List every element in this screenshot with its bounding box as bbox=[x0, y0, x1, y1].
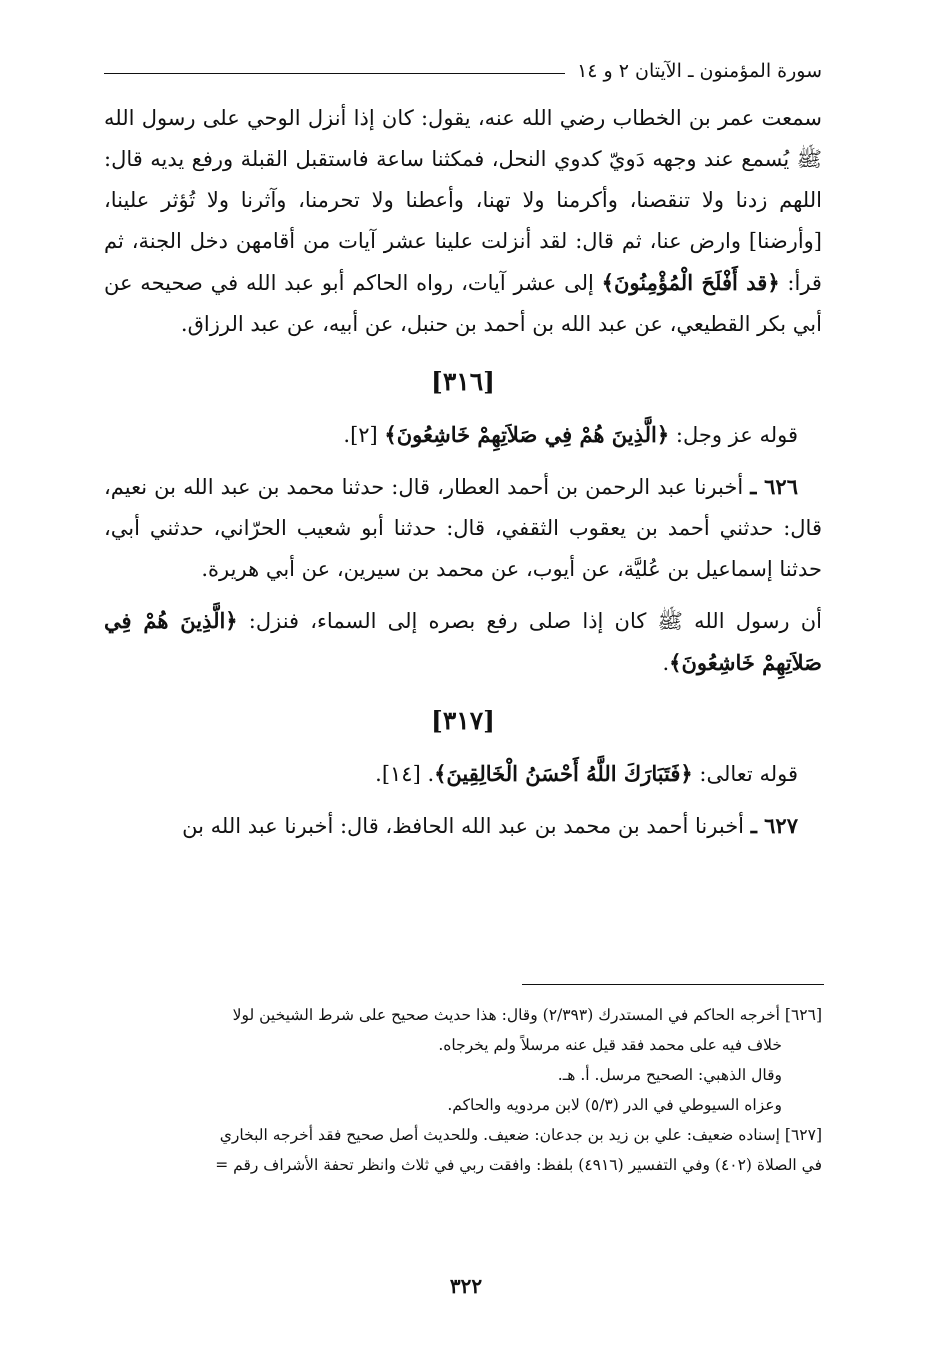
header-rule bbox=[104, 73, 565, 74]
quran-verse: ﴿فَتَبَارَكَ اللَّهُ أَحْسَنُ الْخَالِقِينَ﴾ bbox=[434, 761, 693, 786]
footnote-627-line1: [٦٢٧] إسناده ضعيف: علي بن زيد بن جدعان: ضعيف. وللحديث أصل صحيح فقد أخرجه البخاري bbox=[219, 1126, 822, 1144]
footnote-626-line1: [٦٢٦] أخرجه الحاكم في المستدرك (٢/٣٩٣) وقال: هذا حديث صحيح على شرط الشيخين لولا bbox=[232, 1006, 822, 1024]
intro-paragraph bbox=[104, 98, 822, 345]
page-number: ٣٢٢ bbox=[449, 1274, 483, 1298]
hadith-626-chain bbox=[104, 466, 822, 590]
hadith-number: ٦٢٧ ـ bbox=[750, 813, 798, 838]
verse-line-317 bbox=[104, 753, 822, 795]
footnote-rule bbox=[522, 984, 824, 985]
running-header bbox=[104, 60, 822, 82]
verse-reference: . [١٤]. bbox=[375, 762, 435, 786]
hadith-text: أن رسول الله ﷺ كان إذا صلى رفع بصره إلى السماء، فنزل: bbox=[237, 609, 822, 633]
verse-line-316 bbox=[104, 414, 822, 456]
intro-text: سمعت عمر بن الخطاب رضي الله عنه، يقول: كان إذا أنزل الوحي على رسول الله ﷺ يُسمع عند وجهه دَويّ كدوي النحل، فمكثنا ساعة فاستقبل القبلة ورفع يديه قال: اللهم زدنا ولا تنقصنا، وأكرمنا ولا تهنا، وأعطنا ولا تحرمنا، وآثرنا ولا تُؤثر علينا، [وأرضنا] وارض عنا، ثم قال: لقد أنزلت علينا عشر آيات من أقامهن دخل الجنة، ثم قرأ: bbox=[104, 106, 822, 295]
quran-verse: ﴿الَّذِينَ هُمْ فِي صَلاَتِهِمْ خَاشِعُونَ﴾ bbox=[104, 608, 822, 675]
hadith-text-end: . bbox=[662, 651, 670, 675]
hadith-627-chain bbox=[104, 805, 822, 847]
footnotes bbox=[104, 1000, 822, 1180]
hadith-number: ٦٢٦ ـ bbox=[750, 474, 798, 499]
section-number-317: [٣١٧] bbox=[431, 706, 495, 735]
hadith-626-text bbox=[104, 600, 822, 684]
quran-verse: ﴿قد أَفْلَحَ الْمُؤْمِنُونَ﴾ bbox=[601, 270, 780, 295]
hadith-chain: أخبرنا عبد الرحمن بن أحمد العطار، قال: حدثنا محمد بن عبد الله بن نعيم، قال: حدثني أحمد بن يعقوب الثقفي، قال: حدثنا أبو شعيب الحرّاني، حدثني أبي، حدثنا إسماعيل بن عُليَّة، عن أيوب، عن محمد بن سيرين، عن أبي هريرة. bbox=[104, 475, 822, 581]
header-title: سورة المؤمنون ـ الآيتان ٢ و ١٤ bbox=[577, 60, 822, 82]
footnote-626-line2: خلاف فيه على محمد فقد قيل عنه مرسلاً ولم يخرجاه. bbox=[438, 1036, 782, 1054]
verse-intro: قوله عز وجل: bbox=[669, 423, 798, 447]
intro-text-end: إلى عشر آيات، رواه الحاكم أبو عبد الله في صحيحه عن أبي بكر القطيعي، عن عبد الله بن أحمد بن حنبل، عن أبيه، عن عبد الرزاق. bbox=[104, 271, 822, 336]
main-text bbox=[104, 98, 822, 847]
section-number-316: [٣١٦] bbox=[431, 367, 495, 396]
footnote-627-line2: في الصلاة (٤٠٢) وفي التفسير (٤٩١٦) بلفظ: وافقت ربي في ثلاث وانظر تحفة الأشراف رقم = bbox=[215, 1156, 822, 1174]
hadith-chain: أخبرنا أحمد بن محمد بن عبد الله الحافظ، قال: أخبرنا عبد الله بن bbox=[182, 814, 751, 838]
verse-intro: قوله تعالى: bbox=[692, 762, 798, 786]
quran-verse: ﴿الَّذِينَ هُمْ فِي صَلاَتِهِمْ خَاشِعُونَ﴾ bbox=[384, 422, 670, 447]
footnote-626-line3: وقال الذهبي: الصحيح مرسل. أ. هـ. bbox=[557, 1066, 782, 1084]
footnote-626-line4: وعزاه السيوطي في الدر (٥/٣) لابن مردويه والحاكم. bbox=[447, 1096, 782, 1114]
verse-reference: [٢]. bbox=[343, 423, 385, 447]
